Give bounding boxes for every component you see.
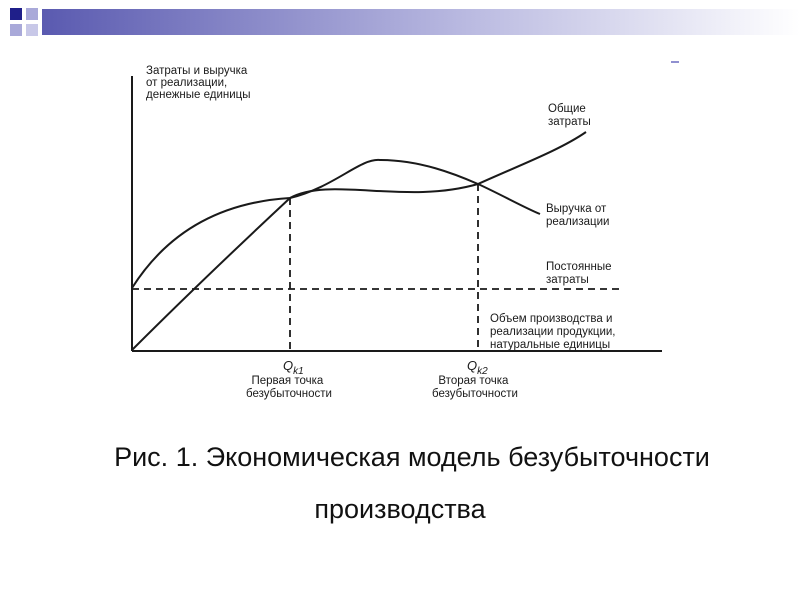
x-axis-label: Объем производства и реализации продукции, натуральные единицы [490, 313, 616, 351]
breakeven-point-1-label: Первая точка безубыточности [246, 375, 332, 400]
figure-caption-line-2: производства [314, 494, 486, 524]
fixed-costs-label: Постоянные затраты [546, 261, 612, 286]
figure-caption-line-1: Рис. 1. Экономическая модель безубыточности [114, 442, 710, 472]
revenue-label: Выручка от реализации [546, 203, 610, 228]
breakeven-point-2-label: Вторая точка безубыточности [432, 375, 518, 400]
y-axis-label: Затраты и выручка от реализации, денежные единицы [146, 65, 251, 101]
total-costs-label: Общие затраты [548, 103, 591, 128]
breakeven-point-1-symbol: $Q_{k1}$ [283, 358, 304, 377]
breakeven-point-2-symbol: $Q_{k2}$ [467, 358, 488, 377]
